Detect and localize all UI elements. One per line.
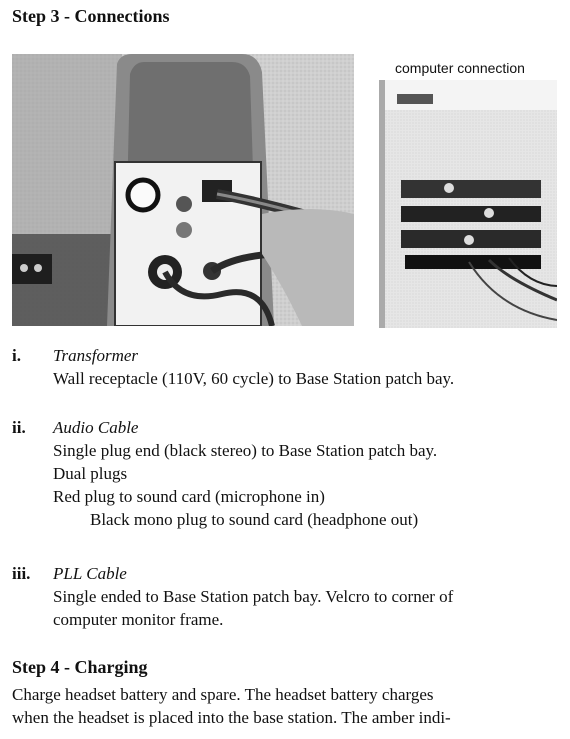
- step4-paragraph-line: Charge headset battery and spare. The headset battery charges: [12, 685, 434, 704]
- computer-connection-caption: computer connection: [395, 60, 525, 76]
- item-number: iii.: [12, 564, 31, 583]
- step4-paragraph-line: when the headset is placed into the base station. The amber indi-: [12, 708, 451, 727]
- item-line: Wall receptacle (110V, 60 cycle) to Base Station patch bay.: [53, 369, 455, 388]
- base-station-photo: [12, 54, 354, 326]
- item-line: Red plug to sound card (microphone in): [53, 487, 325, 506]
- step3-heading: Step 3 - Connections: [12, 6, 170, 26]
- item-title: PLL Cable: [53, 564, 127, 583]
- item-line: Dual plugs: [53, 464, 128, 483]
- item-number: ii.: [12, 418, 26, 437]
- item-line: Single plug end (black stereo) to Base Station patch bay.: [53, 441, 438, 460]
- item-title: Audio Cable: [53, 418, 139, 437]
- item-line: Black mono plug to sound card (headphone out): [90, 510, 419, 529]
- step4-heading: Step 4 - Charging: [12, 657, 148, 677]
- computer-connection-photo: [379, 80, 557, 328]
- item-number: i.: [12, 346, 21, 365]
- item-line: Single ended to Base Station patch bay. Velcro to corner of: [53, 587, 454, 606]
- item-line: computer monitor frame.: [53, 610, 224, 629]
- item-title: Transformer: [53, 346, 139, 365]
